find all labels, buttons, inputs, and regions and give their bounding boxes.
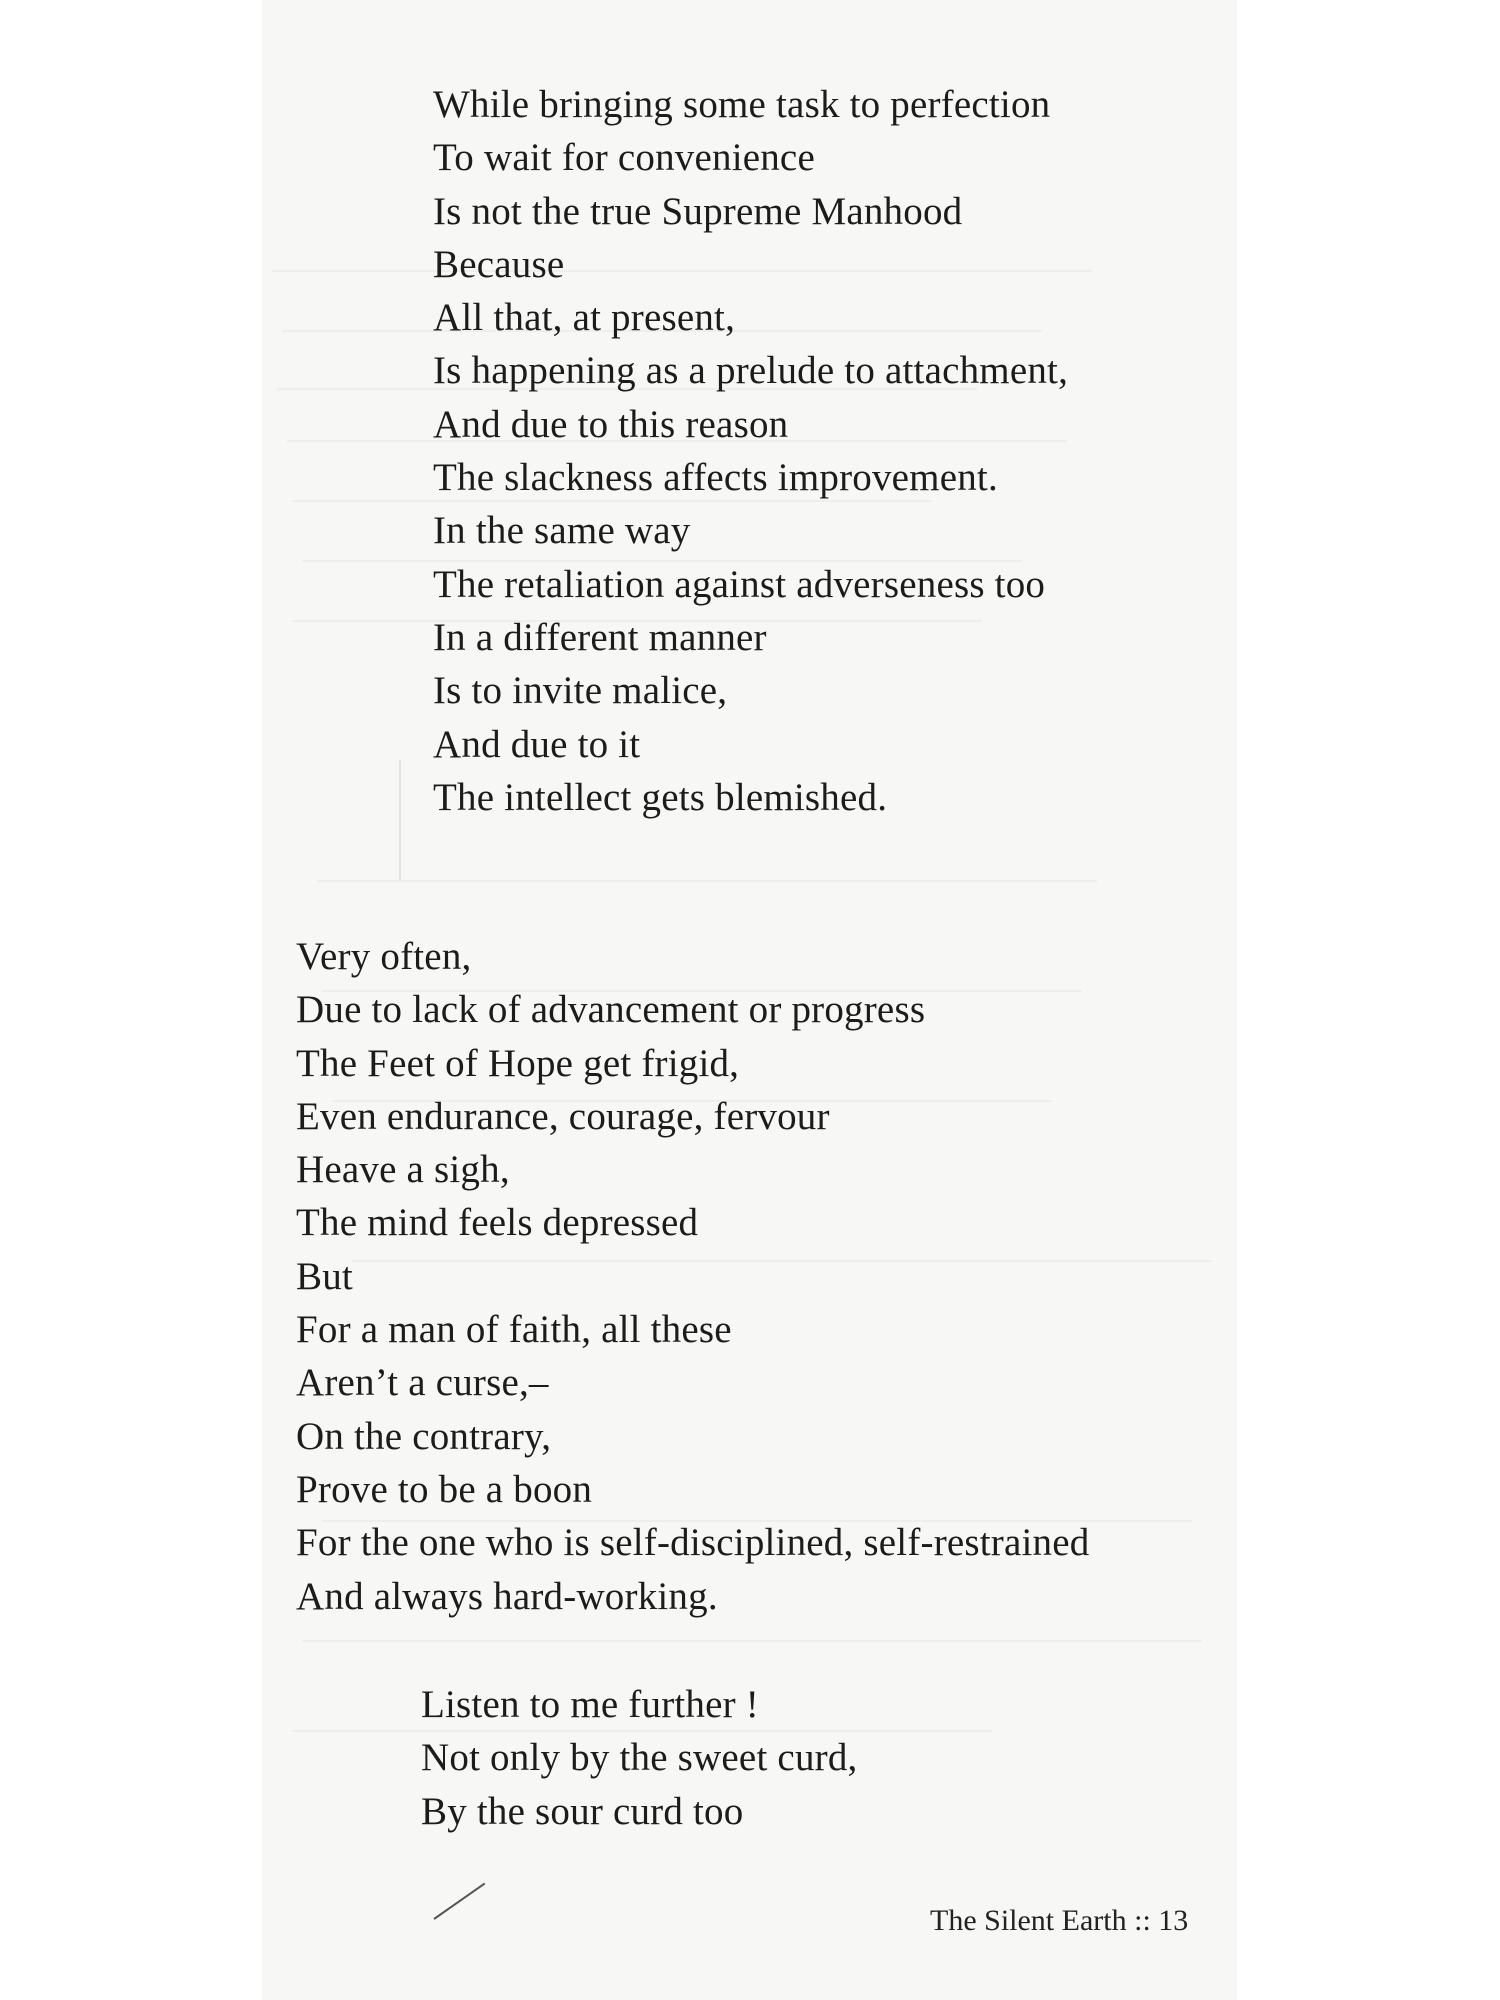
poem-line: While bringing some task to perfection [433,83,1051,126]
poem-line: Due to lack of advancement or progress [296,988,926,1032]
poem-line: Very often, [296,935,472,978]
stanza-2 [296,930,1089,1623]
poem-line: On the contrary, [296,1414,552,1458]
poem-line: The slackness affects improvement. [433,456,998,500]
poem-line: All that, at present, [433,296,736,340]
poem-line: The Feet of Hope get frigid, [296,1041,740,1085]
poem-line: And always hard-working. [296,1574,718,1618]
poem-line: Is happening as a prelude to attachment, [433,349,1069,393]
poem-line: Prove to be a boon [296,1467,593,1511]
stanza-3 [421,1678,857,1838]
poem-line: Is not the true Supreme Manhood [433,189,963,233]
poem-line: Heave a sigh, [296,1148,510,1192]
running-footer: The Silent Earth :: 13 [930,1904,1189,1937]
poem-line: Even endurance, courage, fervour [296,1094,830,1138]
poem-line: The mind feels depressed [296,1201,699,1245]
poem-line: For the one who is self-disciplined, self-restrained [296,1521,1090,1565]
poem-line: Because [433,242,565,286]
poem-line: Not only by the sweet curd, [421,1736,858,1780]
poem-line: The intellect gets blemished. [433,775,888,819]
poem-line: By the sour curd too [421,1789,744,1833]
poem-line: Is to invite malice, [433,669,728,713]
poem-line: The retaliation against adverseness too [433,562,1046,606]
poem-line: Listen to me further ! [421,1683,759,1726]
pencil-mark [399,760,401,880]
poem-line: In a different manner [433,615,767,659]
poem-line: To wait for convenience [433,136,815,180]
stanza-1 [433,78,1068,824]
poem-line: But [296,1254,353,1298]
poem-line: In the same way [433,509,691,553]
poem-line: For a man of faith, all these [296,1308,732,1352]
poem-line: And due to it [433,722,641,766]
poem-line: Aren’t a curse,– [296,1361,549,1405]
poem-line: And due to this reason [433,402,789,446]
